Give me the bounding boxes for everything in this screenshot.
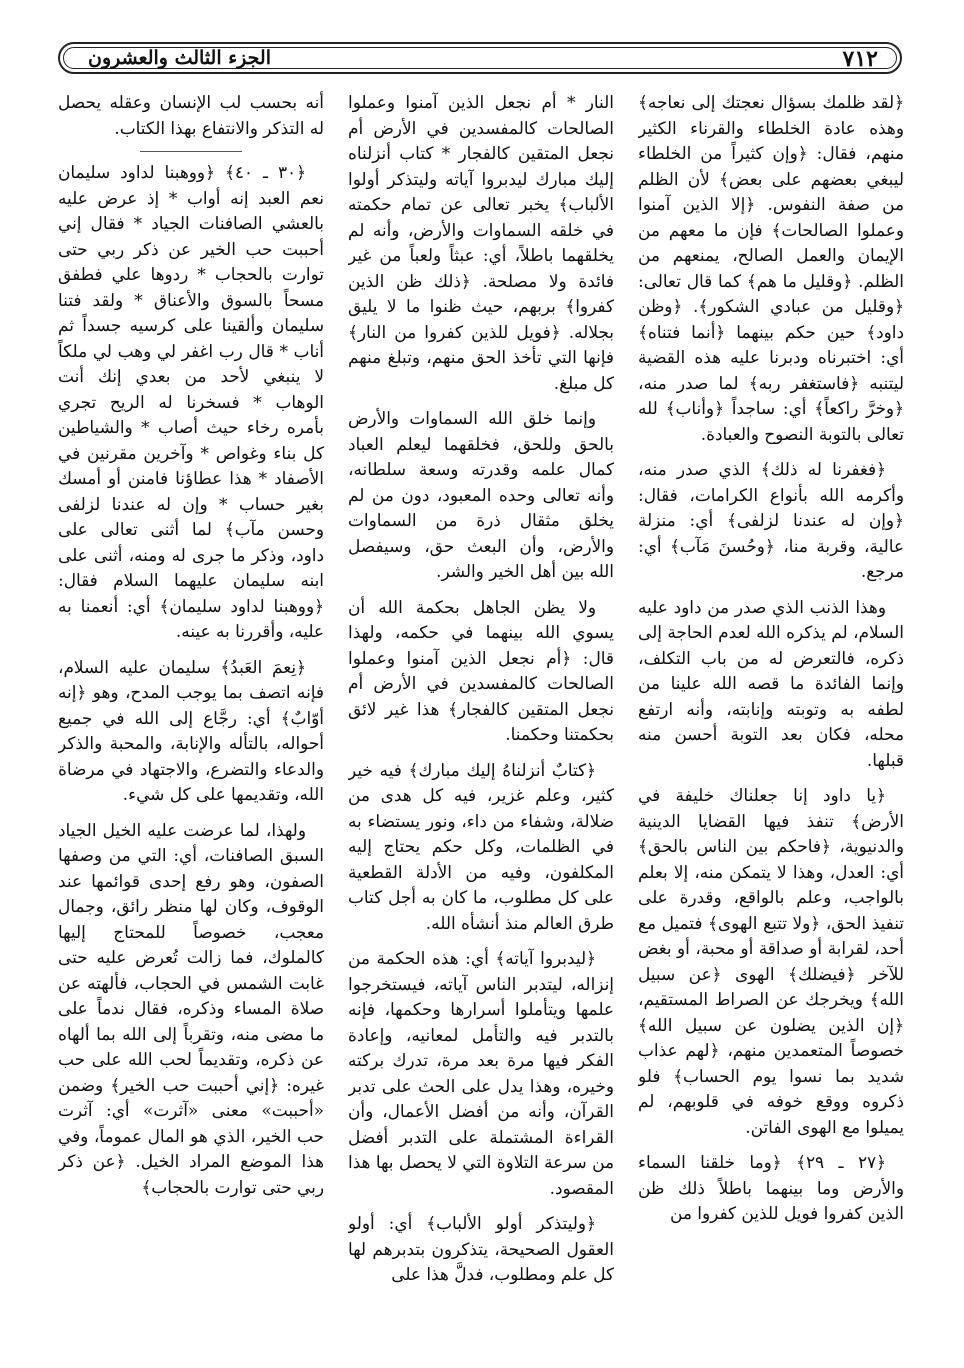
column-middle (348, 90, 614, 1360)
paragraph: وإنما خلق الله السماوات والأرض بالحق وللحق، فخلقهما ليعلم العباد كمال علمه وقدرته وسعة سلطانه، وأنه تعالى وحده المعبود، دون من لم يخلق مثقال ذرة من السماوات والأرض، وأن البعث حق، وسيفصل الله بين أهل الخير والشر. (348, 408, 614, 581)
column-right (638, 90, 904, 1360)
paragraph: ﴿نِعمَ العَبدُ﴾ سليمان عليه السلام، فإنه اتصف بما يوجب المدح، وهو ﴿إنه أوّابٌ﴾ أي: رجَّاع إلى الله في جميع أحواله، بالتأله والإنابة، والمحبة والذكر والدعاء والتضرع، والاجتهاد في مرضاة الله، وتقديمها على كل شيء. (58, 656, 324, 804)
page-header (58, 42, 902, 74)
paragraph: ﴿فغفرنا له ذلك﴾ الذي صدر منه، وأكرمه الله بأنواع الكرامات، فقال: ﴿وإن له عندنا لزلفى﴾ أي: منزلة عالية، وقربة منا، ﴿وحُسنَ مَآب﴾ أي: مرجع. (638, 459, 904, 581)
paragraph: ﴿يا داود إنا جعلناك خليفة في الأرض﴾ تنفذ فيها القضايا الدينية والدنيوية، ﴿فاحكم بين الناس بالحق﴾ أي: العدل، وهذا لا يتمكن منه، إلا بعلم بالواجب، وعلم بالواقع، وقدرة على تنفيذ الحق، ﴿ولا تتبع الهوى﴾ فتميل مع أحد، لقرابة أو صداقة أو محبة، أو بغض للآخر ﴿فيضلك﴾ الهوى ﴿عن سبيل الله﴾ ويخرجك عن الصراط المستقيم، ﴿إن الذين يضلون عن سبيل الله﴾ خصوصاً المتعمدين منهم، ﴿لهم عذاب شديد بما نسوا يوم الحساب﴾ فلو ذكروه ووقع خوفه في قلوبهم، لم يميلوا مع الهوى الفاتن. (638, 785, 904, 1137)
paragraph: ﴿لقد ظلمك بسؤال نعجتك إلى نعاجه﴾ وهذه عادة الخلطاء والقرناء الكثير منهم، فقال: ﴿وإن كثيراً من الخلطاء ليبغي بعضهم على بعض﴾ لأن الظلم من صفة النفوس. ﴿إلا الذين آمنوا وعملوا الصالحات﴾ فإن ما معهم من الإيمان والعمل الصالح، يمنعهم من الظلم. ﴿وقليل ما هم﴾ كما قال تعالى: ﴿وقليل من عبادي الشكور﴾. ﴿وظن داود﴾ حين حكم بينهما ﴿أنما فتناه﴾ أي: اختبرناه ودبرنا عليه هذه القضية ليتنبه ﴿فاستغفر ربه﴾ لما صدر منه، ﴿وخرَّ راكعاً﴾ أي: ساجداً ﴿وأناب﴾ لله تعالى بالتوبة النصوح والعبادة. (638, 92, 904, 444)
paragraph: ﴿٢٧ ـ ٢٩﴾ ﴿وما خلقنا السماء والأرض وما بينهما باطلاً ذلك ظن الذين كفروا فويل للذين كفروا من (638, 1152, 904, 1223)
page-number: ٧١٢ (842, 46, 878, 72)
paragraph: ولهذا، لما عرضت عليه الخيل الجياد السبق الصافنات، أي: التي من وصفها الصفون، وهو رفع إحدى قوائمها عند الوقوف، وكان لها منظر رائق، وجمال معجب، خصوصاً للمحتاج إليها كالملوك، فما زالت تُعرض عليه حتى غابت الشمس في الحجاب، فألهته عن صلاة المساء وذكره، فقال ندماً على ما مضى منه، وتقرباً إلى الله بما ألهاه عن ذكره، وتقديماً لحب الله على حب غيره: ﴿إني أحببت حب الخير﴾ وضمن «أحببت» معنى «آثرت» أي: آثرت حب الخير، الذي هو المال عموماً، وفي هذا الموضع المراد الخيل. ﴿عن ذكر ربي حتى توارت بالحجاب﴾ (58, 819, 324, 1197)
paragraph: أنه بحسب لب الإنسان وعقله يحصل له التذكر والانتفاع بهذا الكتاب. (58, 92, 324, 138)
paragraph: ﴿٣٠ ـ ٤٠﴾ ﴿ووهبنا لداود سليمان نعم العبد إنه أواب * إذ عرض عليه بالعشي الصافنات الجياد * فقال إني أحببت حب الخير عن ذكر ربي حتى توارت بالحجاب * ردوها علي فطفق مسحاً بالسوق والأعناق * ولقد فتنا سليمان وألقينا على كرسيه جسداً ثم أناب * قال رب اغفر لي وهب لي ملكاً لا ينبغي لأحد من بعدي إنك أنت الوهاب * فسخرنا له الريح تجري بأمره رخاء حيث أصاب * والشياطين كل بناء وغواص * وآخرين مقرنين في الأصفاد * هذا عطاؤنا فامنن أو أمسك بغير حساب * وإن له عندنا لزلفى وحسن مآب﴾ لما أثنى تعالى على داود، وذكر ما جرى له ومنه، أثنى على ابنه سليمان عليهما السلام فقال: ﴿ووهبنا لداود سليمان﴾ أي: أنعمنا به عليه، وأقررنا به عينه. (58, 162, 324, 641)
paragraph: وهذا الذنب الذي صدر من داود عليه السلام، لم يذكره الله لعدم الحاجة إلى ذكره، فالتعرض له من باب التكلف، وإنما الفائدة ما قصه الله علينا من لطفه به وتوبته وإنابته، وأنه ارتفع محله، فكان بعد التوبة أحسن منه قبلها. (638, 596, 904, 770)
paragraph: النار * أم نجعل الذين آمنوا وعملوا الصالحات كالمفسدين في الأرض أم نجعل المتقين كالفجار * كتاب أنزلناه إليك مبارك ليدبروا آياته وليتذكر أولوا الألباب﴾ يخبر تعالى عن تمام حكمته في خلقه السماوات والأرض، وأنه لم يخلقهما باطلاً، أي: عبثاً ولعباً من غير فائدة ولا مصلحة. ﴿ذلك ظن الذين كفروا﴾ بربهم، حيث ظنوا ما لا يليق بجلاله. ﴿فويل للذين كفروا من النار﴾ فإنها التي تأخذ الحق منهم، وتبلغ منهم كل مبلغ. (348, 92, 614, 393)
paragraph: ﴿ليدبروا آياته﴾ أي: هذه الحكمة من إنزاله، ليتدبر الناس آياته، فيستخرجوا علمها ويتأملوا أسرارها وحكمها، فإنه بالتدبر فيه والتأمل لمعانيه، وإعادة الفكر فيها مرة بعد مرة، تدرك بركته وخيره، وهذا يدل على الحث على تدبر القرآن، وأنه من أفضل الأعمال، وأن القراءة المشتملة على التدبر أفضل من سرعة التلاوة التي لا يحصل بها هذا المقصود. (348, 948, 614, 1198)
part-title: الجزء الثالث والعشرون (88, 47, 271, 69)
text-columns (58, 90, 904, 1360)
paragraph: ﴿وليتذكر أولو الألباب﴾ أي: أولو العقول الصحيحة، يتذكرون بتدبرهم لها كل علم ومطلوب، فدلَّ هذا على (348, 1213, 614, 1284)
column-left (58, 90, 324, 1360)
section-divider (140, 151, 241, 152)
paragraph: ولا يظن الجاهل بحكمة الله أن يسوي الله بينهما في حكمه، ولهذا قال: ﴿أم نجعل الذين آمنوا وعملوا الصالحات كالمفسدين في الأرض أم نجعل المتقين كالفجار﴾ هذا غير لائق بحكمتنا وحكمنا. (348, 596, 614, 744)
paragraph: ﴿كتابٌ أنزلناهُ إليك مبارك﴾ فيه خير كثير، وعلم غزير، فيه كل هدى من ضلالة، وشفاء من داء، ونور يستضاء به في الظلمات، وكل حكم يحتاج إليه المكلفون، وفيه من الأدلة القطعية على كل مطلوب، ما كان به أجل كتاب طرق العالم منذ أنشأه الله. (348, 759, 614, 933)
